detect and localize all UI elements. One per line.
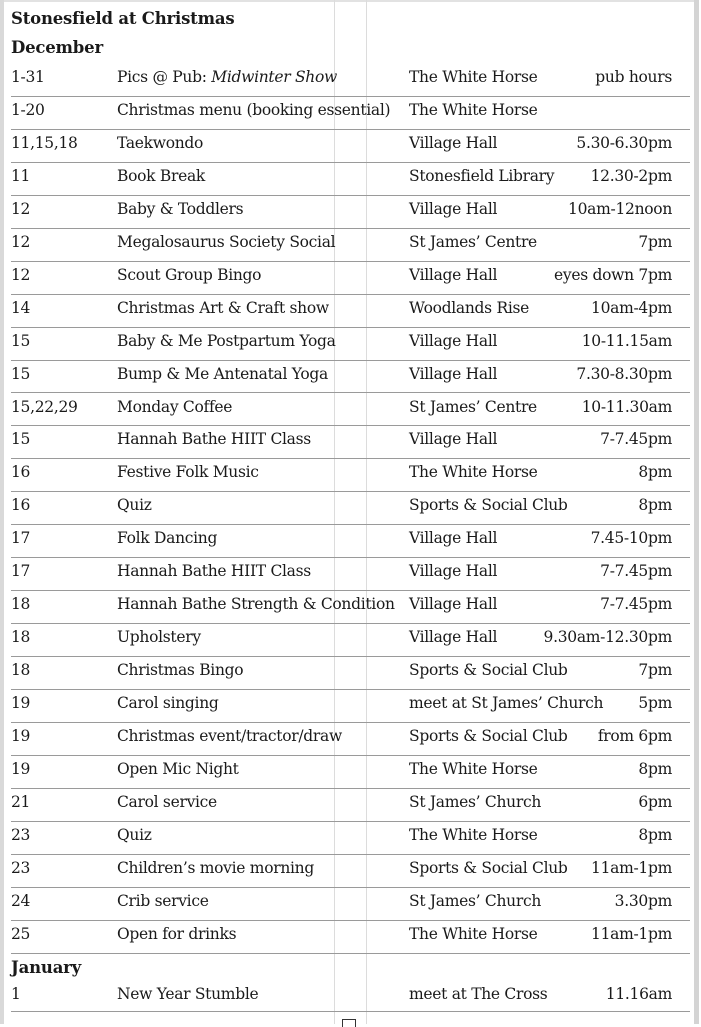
event-venue: The White Horse: [409, 100, 538, 119]
event-name-text: Hannah Bathe Strength & Condition: [117, 595, 395, 614]
event-row: [11, 525, 690, 558]
event-row: [11, 558, 690, 591]
event-name: [117, 101, 390, 119]
event-date: 15: [11, 430, 31, 449]
event-date: 12: [11, 265, 31, 284]
document-title: Stonesfield at Christmas: [11, 9, 235, 28]
event-date: 1-20: [11, 100, 45, 119]
event-name-text: Megalosaurus Society Social: [117, 232, 336, 251]
event-venue: Sports & Social Club: [409, 661, 568, 680]
event-venue: The White Horse: [409, 463, 538, 482]
event-row: [11, 229, 690, 262]
event-name: [117, 892, 209, 910]
event-name-text: Monday Coffee: [117, 397, 233, 416]
event-date: 23: [11, 858, 31, 877]
event-date: 11: [11, 166, 31, 185]
event-date: 21: [11, 792, 31, 811]
event-row: [11, 657, 690, 690]
event-name: [117, 985, 258, 1003]
event-name: [117, 134, 203, 152]
event-name-text: Christmas Bingo: [117, 661, 244, 680]
event-name: [117, 760, 239, 778]
event-venue: The White Horse: [409, 825, 538, 844]
event-venue: The White Horse: [409, 924, 538, 943]
event-time: 6pm: [638, 792, 672, 811]
event-venue: St James’ Church: [409, 891, 542, 910]
event-name-text: Crib service: [117, 891, 209, 910]
event-name: [117, 529, 217, 547]
event-venue: Village Hall: [409, 595, 498, 614]
event-name: [117, 925, 236, 943]
event-time: eyes down 7pm: [554, 265, 672, 284]
month-heading-january: January: [11, 957, 82, 977]
event-date: 15: [11, 364, 31, 383]
event-name: [117, 365, 328, 383]
event-name-text: Pics @ Pub:: [117, 68, 212, 86]
event-date: 12: [11, 232, 31, 251]
event-venue: Village Hall: [409, 265, 498, 284]
event-time: 5pm: [638, 694, 672, 713]
event-time: 11.16am: [605, 984, 672, 1003]
event-time: 3.30pm: [614, 891, 672, 910]
event-row: [11, 921, 690, 954]
event-time: 7pm: [638, 661, 672, 680]
event-row: [11, 789, 690, 822]
event-name-text: Christmas Art & Craft show: [117, 298, 329, 317]
event-name-text: Hannah Bathe HIIT Class: [117, 430, 311, 449]
event-date: 25: [11, 924, 31, 943]
event-time: 11am-1pm: [591, 924, 672, 943]
event-venue: St James’ Centre: [409, 397, 537, 416]
event-time: 10-11.15am: [581, 331, 672, 350]
event-date: 16: [11, 463, 31, 482]
event-name: [117, 595, 395, 613]
event-date: 23: [11, 825, 31, 844]
event-venue: Village Hall: [409, 331, 498, 350]
event-date: 1-31: [11, 68, 45, 86]
event-venue: The White Horse: [409, 68, 538, 86]
event-date: 18: [11, 628, 31, 647]
event-venue: Village Hall: [409, 430, 498, 449]
event-time: 7.45-10pm: [590, 529, 672, 548]
event-venue: Sports & Social Club: [409, 727, 568, 745]
event-name-text: Bump & Me Antenatal Yoga: [117, 364, 328, 383]
event-name-text: Folk Dancing: [117, 529, 218, 548]
event-time: 7.30-8.30pm: [576, 364, 672, 383]
event-name: [117, 859, 314, 877]
event-time: 8pm: [638, 463, 672, 482]
event-name: [117, 266, 261, 284]
event-time: 10am-4pm: [591, 298, 672, 317]
event-name-text: Upholstery: [117, 628, 201, 647]
event-date: 14: [11, 298, 31, 317]
event-venue: Village Hall: [409, 562, 498, 581]
event-name-text: Carol service: [117, 792, 217, 811]
event-row: [11, 459, 690, 492]
event-name-text: Children’s movie morning: [117, 858, 314, 877]
event-date: 17: [11, 529, 31, 548]
event-name: [117, 332, 336, 350]
event-row: [11, 97, 690, 130]
event-row: [11, 822, 690, 855]
event-date: 19: [11, 694, 31, 713]
event-row: [11, 981, 690, 1012]
event-venue: Village Hall: [409, 628, 498, 647]
page-right-edge: [694, 0, 699, 1024]
event-name: [117, 628, 201, 646]
event-date: 12: [11, 199, 31, 218]
event-date: 19: [11, 759, 31, 778]
event-time: 8pm: [638, 825, 672, 844]
event-time: 12.30-2pm: [590, 166, 672, 185]
event-row: [11, 295, 690, 328]
event-time: 10-11.30am: [581, 397, 672, 416]
event-name-text: Christmas event/tractor/draw: [117, 727, 342, 745]
event-name-text: Scout Group Bingo: [117, 265, 262, 284]
month-heading-december: December: [11, 38, 103, 57]
event-row: [11, 492, 690, 525]
event-name: [117, 430, 311, 448]
event-row: [11, 130, 690, 163]
event-row: [11, 394, 690, 427]
event-time: 5.30-6.30pm: [576, 133, 672, 152]
event-name: [117, 562, 311, 580]
event-venue: Sports & Social Club: [409, 496, 568, 515]
event-date: 15,22,29: [11, 397, 78, 416]
event-date: 19: [11, 727, 31, 745]
event-name-text: Quiz: [117, 825, 152, 844]
event-date: 24: [11, 891, 31, 910]
event-time: pub hours: [595, 68, 672, 86]
event-row: [11, 262, 690, 295]
event-venue: meet at St James’ Church: [409, 694, 604, 713]
event-venue: St James’ Church: [409, 792, 542, 811]
event-row: [11, 624, 690, 657]
event-venue: Stonesfield Library: [409, 166, 555, 185]
event-date: 15: [11, 331, 31, 350]
event-row: [11, 328, 690, 361]
event-venue: Woodlands Rise: [409, 298, 530, 317]
event-name-text: Carol singing: [117, 694, 219, 713]
event-venue: Village Hall: [409, 364, 498, 383]
event-time: 7-7.45pm: [600, 562, 672, 581]
page-top-edge: [0, 0, 699, 2]
event-venue: meet at The Cross: [409, 984, 548, 1003]
event-name-text: Festive Folk Music: [117, 463, 259, 482]
event-name: [117, 694, 219, 712]
event-name: [117, 68, 337, 86]
page-left-edge: [0, 0, 4, 1024]
event-name: [117, 299, 329, 317]
event-name: [117, 233, 335, 251]
event-name: [117, 496, 152, 514]
event-name-text: Open Mic Night: [117, 759, 239, 778]
event-name-text: Hannah Bathe HIIT Class: [117, 562, 311, 581]
event-time: 10am-12noon: [568, 199, 672, 218]
event-venue: Village Hall: [409, 529, 498, 548]
event-row: [11, 163, 690, 196]
event-name-italic: Midwinter Show: [211, 68, 337, 86]
event-name: [117, 167, 205, 185]
event-row: [11, 723, 690, 756]
table-resize-handle[interactable]: [342, 1019, 356, 1027]
event-name-text: New Year Stumble: [117, 984, 259, 1003]
event-name-text: Baby & Toddlers: [117, 199, 244, 218]
event-date: 11,15,18: [11, 133, 78, 152]
event-date: 16: [11, 496, 31, 515]
event-name-text: Christmas menu (booking essential): [117, 100, 391, 119]
event-row: [11, 361, 690, 394]
event-time: 7-7.45pm: [600, 595, 672, 614]
event-row: [11, 855, 690, 888]
event-venue: Sports & Social Club: [409, 858, 568, 877]
event-date: 1: [11, 984, 21, 1003]
event-time: from 6pm: [597, 727, 672, 745]
event-name-text: Quiz: [117, 496, 152, 515]
event-row: [11, 888, 690, 921]
event-date: 17: [11, 562, 31, 581]
event-venue: St James’ Centre: [409, 232, 537, 251]
event-venue: Village Hall: [409, 133, 498, 152]
event-name-text: Baby & Me Postpartum Yoga: [117, 331, 336, 350]
event-name: [117, 200, 243, 218]
event-row: [11, 690, 690, 723]
event-venue: Village Hall: [409, 199, 498, 218]
event-name-text: Book Break: [117, 166, 205, 185]
event-time: 7pm: [638, 232, 672, 251]
event-date: 18: [11, 661, 31, 680]
event-name-text: Taekwondo: [117, 133, 204, 152]
event-row: [11, 196, 690, 229]
event-row: [11, 591, 690, 624]
event-time: 8pm: [638, 496, 672, 515]
event-name: [117, 463, 259, 481]
event-time: 8pm: [638, 759, 672, 778]
event-name: [117, 793, 217, 811]
event-row: [11, 756, 690, 789]
event-name: [117, 398, 232, 416]
event-name: [117, 727, 342, 745]
event-time: 7-7.45pm: [600, 430, 672, 449]
event-venue: The White Horse: [409, 759, 538, 778]
event-name: [117, 661, 243, 679]
event-row: [11, 426, 690, 459]
event-time: 11am-1pm: [591, 858, 672, 877]
event-name-text: Open for drinks: [117, 924, 237, 943]
event-date: 18: [11, 595, 31, 614]
event-row: [11, 64, 690, 97]
event-name: [117, 826, 152, 844]
event-time: 9.30am-12.30pm: [543, 628, 672, 647]
